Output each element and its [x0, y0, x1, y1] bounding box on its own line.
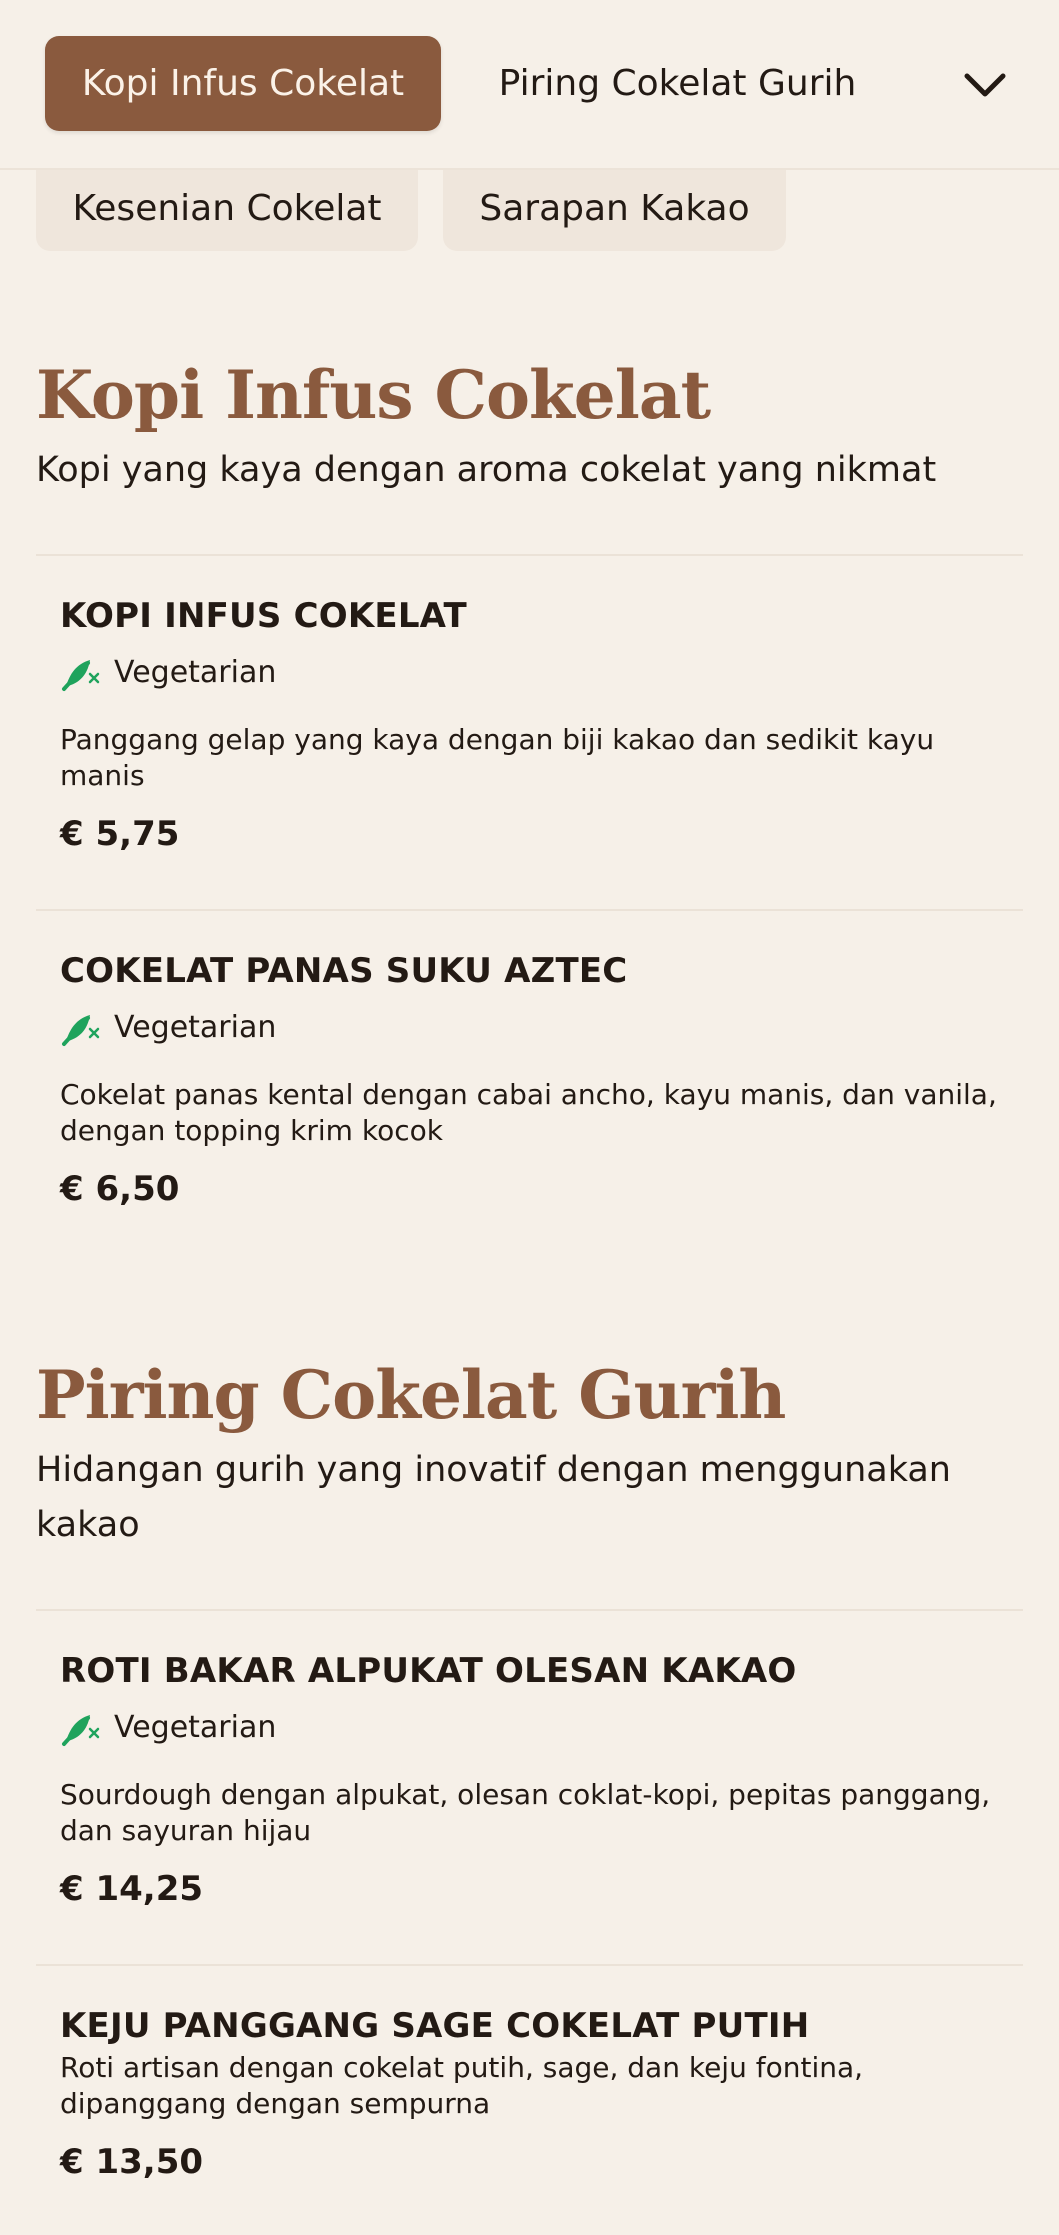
vegetarian-leaf-icon	[60, 1707, 102, 1747]
section-title: Kopi Infus Cokelat	[36, 356, 711, 434]
menu-item[interactable]	[36, 1964, 1023, 2234]
item-name: KOPI INFUS COKELAT	[60, 596, 467, 636]
item-price: € 14,25	[60, 1869, 204, 1909]
diet-label: Vegetarian	[114, 1009, 277, 1045]
section-piring-cokelat-gurih	[36, 1355, 1023, 2235]
item-description: Roti artisan dengan cokelat putih, sage, dan keju fontina, dipanggang dengan sempurna	[60, 2051, 864, 2120]
menu-item[interactable]	[36, 909, 1023, 1249]
item-name: COKELAT PANAS SUKU AZTEC	[60, 951, 628, 991]
section-kopi-infus-cokelat	[36, 355, 1023, 1255]
item-name: KEJU PANGGANG SAGE COKELAT PUTIH	[60, 2006, 810, 2046]
diet-tag	[60, 1707, 999, 1747]
item-description: Sourdough dengan alpukat, olesan coklat-kopi, pepitas panggang, dan sayuran hijau	[60, 1778, 991, 1847]
section-title: Piring Cokelat Gurih	[36, 1356, 786, 1434]
item-price: € 6,50	[60, 1169, 180, 1209]
diet-tag	[60, 652, 999, 692]
item-description: Panggang gelap yang kaya dengan biji kakao dan sedikit kayu manis	[60, 723, 935, 792]
item-name: ROTI BAKAR ALPUKAT OLESAN KAKAO	[60, 1651, 797, 1691]
vegetarian-leaf-icon	[60, 1007, 102, 1047]
menu-item[interactable]	[36, 554, 1023, 909]
item-price: € 5,75	[60, 814, 180, 854]
item-description: Cokelat panas kental dengan cabai ancho, kayu manis, dan vanila, dengan topping krim kocok	[60, 1078, 997, 1147]
menu-item[interactable]	[36, 1609, 1023, 1964]
tab-sarapan-kakao[interactable]: Sarapan Kakao	[443, 166, 786, 251]
tab-kopi-infus-cokelat[interactable]: Kopi Infus Cokelat	[45, 36, 441, 131]
category-tabs	[0, 0, 1059, 170]
vegetarian-leaf-icon	[60, 652, 102, 692]
section-description: Kopi yang kaya dengan aroma cokelat yang nikmat	[36, 450, 937, 490]
diet-label: Vegetarian	[114, 654, 277, 690]
chevron-down-icon[interactable]	[960, 60, 1010, 110]
diet-label: Vegetarian	[114, 1709, 277, 1745]
tab-kesenian-cokelat[interactable]: Kesenian Cokelat	[36, 166, 418, 251]
tab-piring-cokelat-gurih[interactable]: Piring Cokelat Gurih	[498, 63, 857, 104]
category-tabs-overflow	[0, 166, 1059, 256]
section-description: Hidangan gurih yang inovatif dengan menggunakan kakao	[36, 1450, 951, 1545]
category-nav	[0, 0, 1059, 229]
diet-tag	[60, 1007, 999, 1047]
item-price: € 13,50	[60, 2142, 204, 2182]
